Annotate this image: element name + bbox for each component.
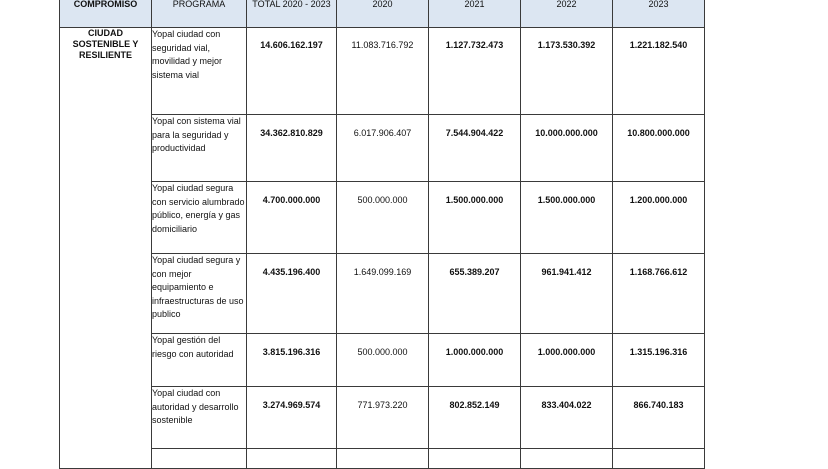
programa-cell: Yopal ciudad segura y con mejor equipamiento e infraestructuras de uso publico bbox=[152, 254, 247, 334]
table-row bbox=[60, 115, 705, 182]
year-2023-cell: 1.200.000.000 bbox=[613, 182, 705, 254]
header-2022: 2022 bbox=[521, 0, 613, 28]
year-2021-cell: 1.000.000.000 bbox=[429, 334, 521, 387]
header-total: TOTAL 2020 - 2023 bbox=[247, 0, 337, 28]
year-2022-cell: 1.000.000.000 bbox=[521, 334, 613, 387]
header-2021: 2021 bbox=[429, 0, 521, 28]
programa-cell: Yopal gestión del riesgo con autoridad bbox=[152, 334, 247, 387]
year-2021-cell: 802.852.149 bbox=[429, 387, 521, 449]
programa-cell: Yopal ciudad con seguridad vial, movilidad y mejor sistema vial bbox=[152, 28, 247, 115]
table-row bbox=[60, 182, 705, 254]
year-2020-cell: 1.649.099.169 bbox=[337, 254, 429, 334]
year-2020-cell: 500.000.000 bbox=[337, 182, 429, 254]
year-2023-cell: 1.315.196.316 bbox=[613, 334, 705, 387]
programa-cell: Yopal ciudad segura con servicio alumbrado público, energía y gas domiciliario bbox=[152, 182, 247, 254]
year-2021-cell: 7.544.904.422 bbox=[429, 115, 521, 182]
year-2020-cell: 500.000.000 bbox=[337, 334, 429, 387]
total-cell: 14.606.162.197 bbox=[247, 28, 337, 115]
total-cell: 3.274.969.574 bbox=[247, 387, 337, 449]
table-row bbox=[60, 254, 705, 334]
table-row bbox=[60, 334, 705, 387]
compromiso-cell: CIUDAD SOSTENIBLE Y RESILIENTE bbox=[60, 28, 152, 469]
year-2023-cell: 866.740.183 bbox=[613, 387, 705, 449]
header-compromiso: COMPROMISO bbox=[60, 0, 152, 28]
year-2021-cell: 655.389.207 bbox=[429, 254, 521, 334]
year-2022-cell: 833.404.022 bbox=[521, 387, 613, 449]
header-2020: 2020 bbox=[337, 0, 429, 28]
year-2022-cell: 1.173.530.392 bbox=[521, 28, 613, 115]
table-row bbox=[60, 387, 705, 449]
year-2023-cell: 1.221.182.540 bbox=[613, 28, 705, 115]
total-cell: 3.815.196.316 bbox=[247, 334, 337, 387]
year-2023-cell: 10.800.000.000 bbox=[613, 115, 705, 182]
year-2020-cell: 771.973.220 bbox=[337, 387, 429, 449]
table-row bbox=[60, 28, 705, 115]
header-programa: PROGRAMA bbox=[152, 0, 247, 28]
programa-cell: Yopal ciudad con autoridad y desarrollo sostenible bbox=[152, 387, 247, 449]
total-cell: 4.435.196.400 bbox=[247, 254, 337, 334]
total-cell: 4.700.000.000 bbox=[247, 182, 337, 254]
year-2022-cell: 1.500.000.000 bbox=[521, 182, 613, 254]
year-2023-cell: 1.168.766.612 bbox=[613, 254, 705, 334]
year-2020-cell: 6.017.906.407 bbox=[337, 115, 429, 182]
year-2022-cell: 961.941.412 bbox=[521, 254, 613, 334]
total-cell: 34.362.810.829 bbox=[247, 115, 337, 182]
programa-cell: Yopal con sistema vial para la seguridad y productividad bbox=[152, 115, 247, 182]
year-2021-cell: 1.500.000.000 bbox=[429, 182, 521, 254]
year-2020-cell: 11.083.716.792 bbox=[337, 28, 429, 115]
table-header-row bbox=[60, 0, 705, 28]
year-2022-cell: 10.000.000.000 bbox=[521, 115, 613, 182]
header-2023: 2023 bbox=[613, 0, 705, 28]
budget-table bbox=[59, 0, 705, 469]
year-2021-cell: 1.127.732.473 bbox=[429, 28, 521, 115]
